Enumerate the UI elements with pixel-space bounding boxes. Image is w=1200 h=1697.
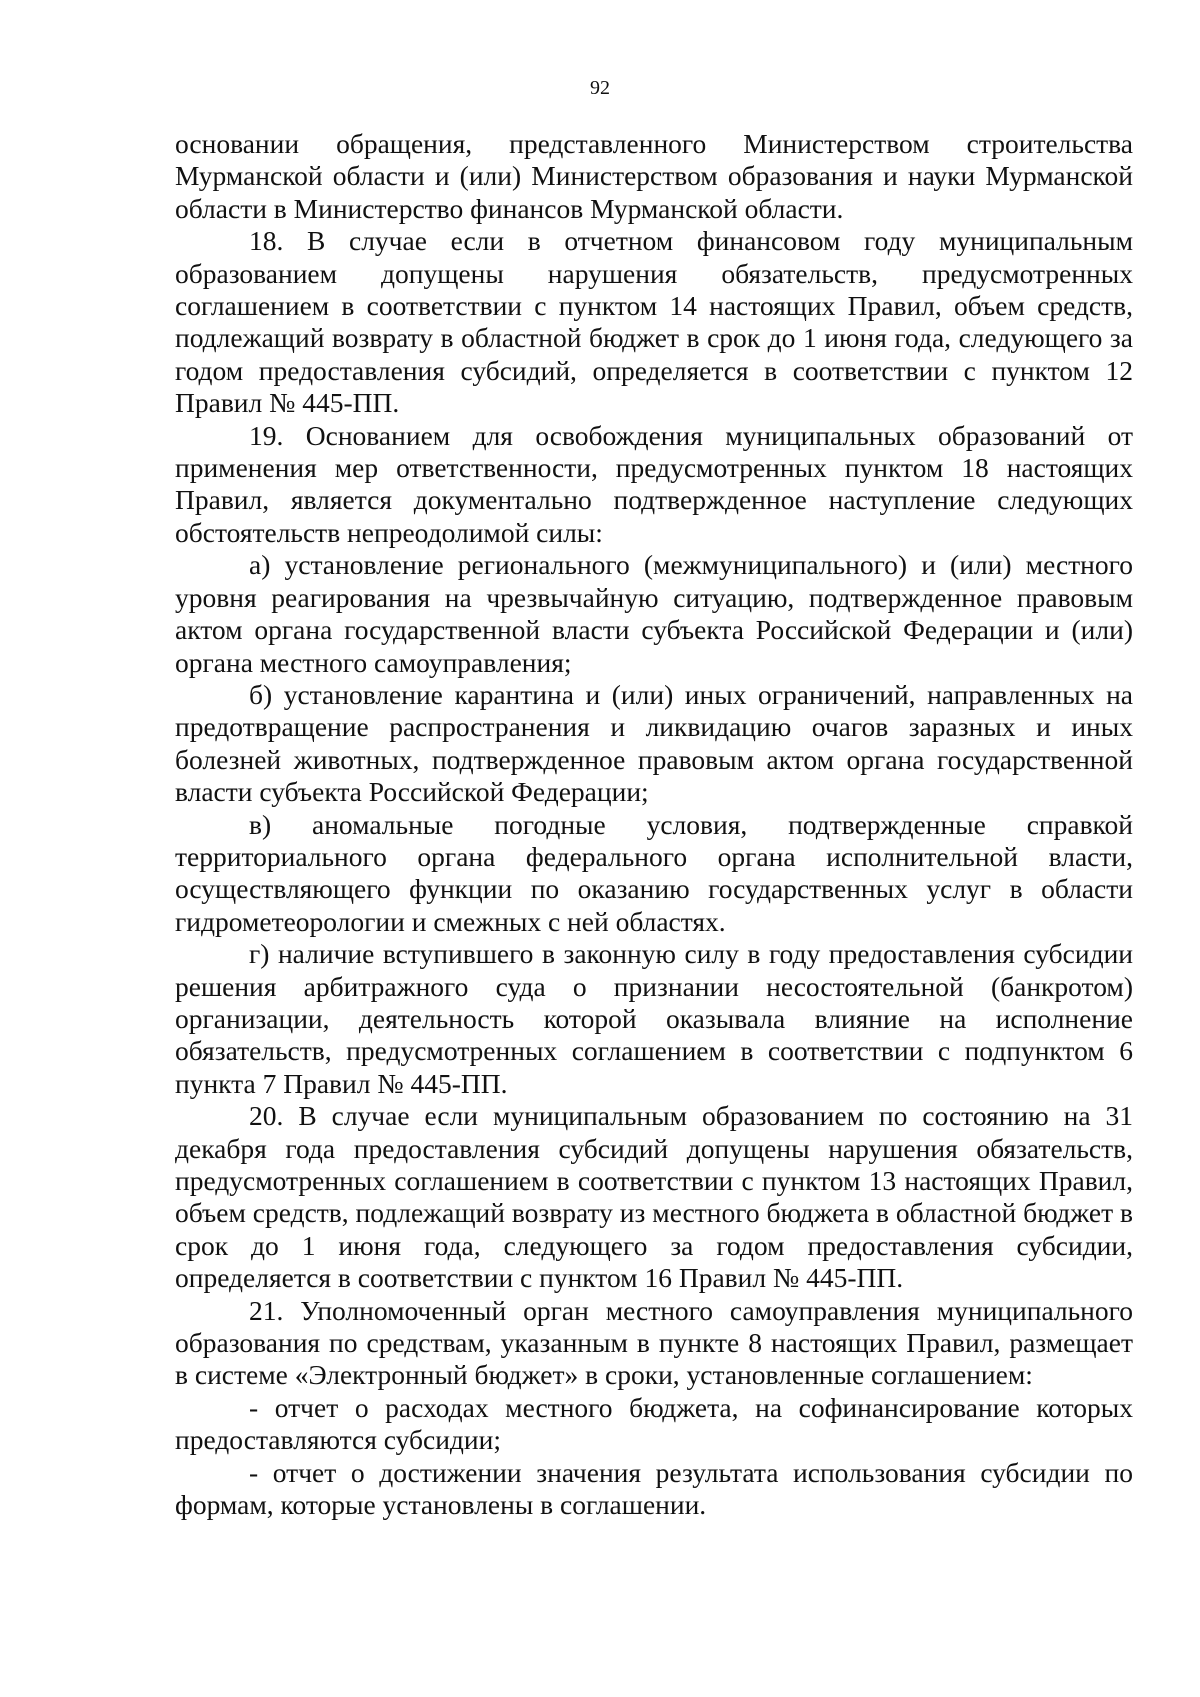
paragraph-19-a: а) установление регионального (межмуниципального) и (или) местного уровня реагирования на чрезвычайную ситуацию, подтвержденное правовым актом органа государственной власти субъекта Российской Федерации и (или) органа местного самоуправления;: [175, 549, 1133, 678]
paragraph-21-report-results: - отчет о достижении значения результата использования субсидии по формам, которые установлены в соглашении.: [175, 1456, 1133, 1521]
paragraph-19: 19. Основанием для освобождения муниципальных образований от применения мер ответственности, предусмотренных пунктом 18 настоящих Правил, является документально подтвержденное наступление следующих обстоятельств непреодолимой силы:: [175, 419, 1133, 548]
paragraph-19-v: в) аномальные погодные условия, подтвержденные справкой территориального органа федерального органа исполнительной власти, осуществляющего функции по оказанию государственных услуг в области гидрометеорологии и смежных с ней областях.: [175, 808, 1133, 937]
paragraph-19-g: г) наличие вступившего в законную силу в году предоставления субсидии решения арбитражного суда о признании несостоятельной (банкротом) организации, деятельность которой оказывала влияние на исполнение обязательств, предусмотренных соглашением в соответствии с подпунктом 6 пункта 7 Правил № 445-ПП.: [175, 938, 1133, 1099]
paragraph-20: 20. В случае если муниципальным образованием по состоянию на 31 декабря года предоставления субсидий допущены нарушения обязательств, предусмотренных соглашением в соответствии с пунктом 13 настоящих Правил, объем средств, подлежащий возврату из местного бюджета в областной бюджет в срок до 1 июня года, следующего за годом предоставления субсидии, определяется в соответствии с пунктом 16 Правил № 445-ПП.: [175, 1100, 1133, 1294]
page-number: 92: [590, 77, 610, 99]
paragraph-18: 18. В случае если в отчетном финансовом году муниципальным образованием допущены нарушения обязательств, предусмотренных соглашением в соответствии с пунктом 14 настоящих Правил, объем средств, подлежащий возврату в областной бюджет в срок до 1 июня года, следующего за годом предоставления субсидий, определяется в соответствии с пунктом 12 Правил № 445-ПП.: [175, 225, 1133, 419]
paragraph-19-b: б) установление карантина и (или) иных ограничений, направленных на предотвращение распространения и ликвидацию очагов заразных и иных болезней животных, подтвержденное правовым актом органа государственной власти субъекта Российской Федерации;: [175, 678, 1133, 808]
document-body: [175, 128, 1133, 1521]
paragraph-continuation: основании обращения, представленного Министерством строительства Мурманской области и (или) Министерством образования и науки Мурманской области в Министерство финансов Мурманской области.: [175, 128, 1133, 224]
paragraph-21-report-expenses: - отчет о расходах местного бюджета, на софинансирование которых предоставляются субсидии;: [175, 1391, 1133, 1456]
paragraph-21: 21. Уполномоченный орган местного самоуправления муниципального образования по средствам, указанным в пункте 8 настоящих Правил, размещает в системе «Электронный бюджет» в сроки, установленные соглашением:: [175, 1294, 1133, 1391]
